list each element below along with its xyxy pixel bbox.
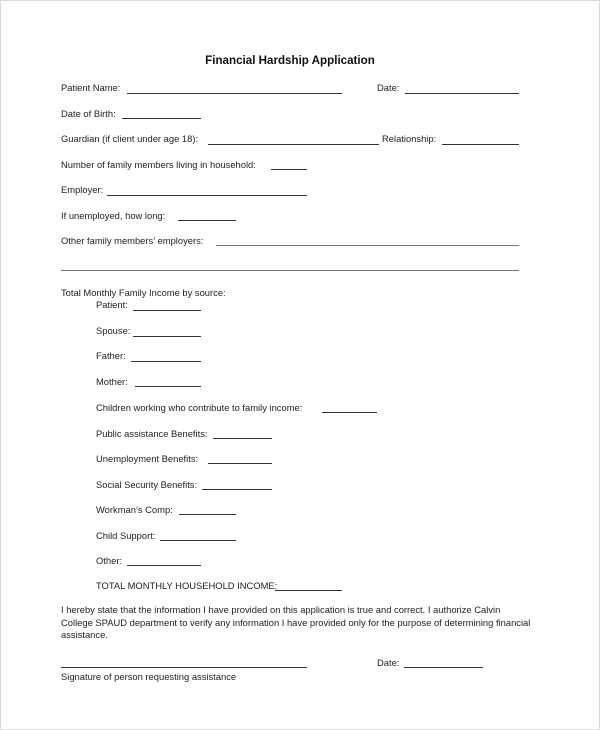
guardian-field[interactable] [208,144,379,145]
dob-label: Date of Birth: [61,108,116,119]
income-public-assistance-field[interactable] [213,438,272,439]
income-public-assistance-label: Public assistance Benefits: [96,428,208,439]
unemployed-label: If unemployed, how long: [61,210,166,221]
other-employers-field-continued[interactable] [61,270,519,271]
employer-label: Employer: [61,184,104,195]
relationship-field[interactable] [442,144,519,145]
signature-field[interactable] [61,667,307,668]
income-workmans-comp-label: Workman’s Comp: [96,504,173,515]
family-members-field[interactable] [271,169,307,170]
guardian-label: Guardian (if client under age 18): [61,133,199,144]
signature-date-label: Date: [377,657,400,668]
income-children-field[interactable] [322,412,377,413]
other-employers-label: Other family members’ employers: [61,235,204,246]
income-total-label: TOTAL MONTHLY HOUSEHOLD INCOME: [96,580,278,591]
income-spouse-field[interactable] [133,336,201,337]
income-mother-label: Mother: [96,376,128,387]
date-label: Date: [377,82,400,93]
income-father-label: Father: [96,350,126,361]
income-workmans-comp-field[interactable] [179,514,236,515]
income-children-label: Children working who contribute to family income: [96,402,303,413]
signature-date-field[interactable] [404,667,483,668]
income-unemployment-field[interactable] [208,463,272,464]
income-other-field[interactable] [127,565,201,566]
income-child-support-field[interactable] [160,540,236,541]
relationship-label: Relationship: [382,133,437,144]
income-patient-field[interactable] [133,310,201,311]
patient-name-field[interactable] [127,93,342,94]
unemployed-field[interactable] [178,220,236,221]
date-field[interactable] [405,93,519,94]
income-other-label: Other: [96,555,123,566]
income-child-support-label: Child Support: [96,530,156,541]
family-members-label: Number of family members living in household: [61,159,256,170]
signature-label: Signature of person requesting assistance [61,671,237,682]
income-total-field[interactable] [275,590,342,591]
other-employers-field[interactable] [216,245,519,246]
income-patient-label: Patient: [96,299,128,310]
income-unemployment-label: Unemployment Benefits: [96,453,199,464]
dob-field[interactable] [122,118,201,119]
patient-name-label: Patient Name: [61,82,121,93]
document-title: Financial Hardship Application [205,54,375,67]
income-spouse-label: Spouse: [96,325,131,336]
income-social-security-label: Social Security Benefits: [96,479,198,490]
income-mother-field[interactable] [135,386,201,387]
employer-field[interactable] [107,195,307,196]
income-father-field[interactable] [131,361,201,362]
income-social-security-field[interactable] [202,489,272,490]
income-heading: Total Monthly Family Income by source: [61,287,226,298]
attestation-text: I hereby state that the information I have provided on this application is true and correct. I authorize Calvin College SPAUD department to verify any information I have provided only for the purpose of determining financial assistance. [61,604,531,641]
